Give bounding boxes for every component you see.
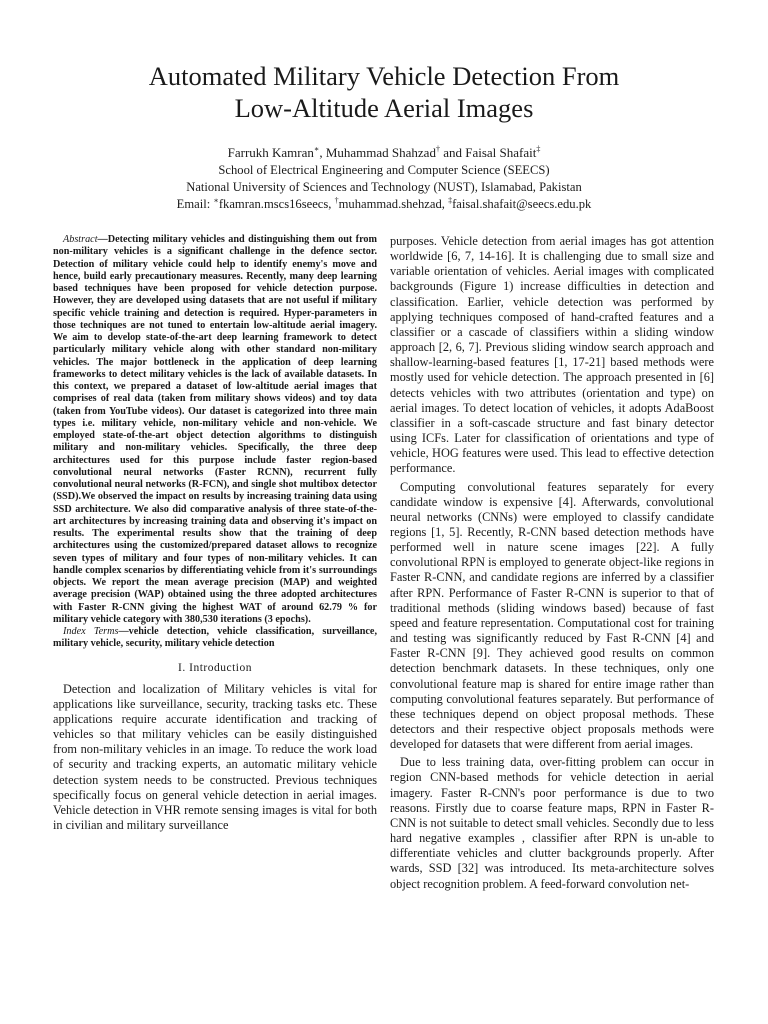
- email-1: fkamran.mscs16seecs,: [218, 197, 335, 211]
- author-2-mark: †: [435, 144, 440, 154]
- author-emails: [60, 196, 708, 213]
- author-1: Farrukh Kamran: [227, 145, 314, 160]
- author-3-mark: ‡: [536, 144, 541, 154]
- email-3: faisal.shafait@seecs.edu.pk: [452, 197, 592, 211]
- body-paragraph: Computing convolutional features separately for every candidate window is expensive [4]. Afterwards, convolutional neural networks (CNNs) were employed to classify candidate regions [1, 5]. Recently, R-CNN based detection methods have performed well in nature scene images [22]. A fully convolutional RPN is employed to generate object-like regions in Faster R-CNN, and candidate regions are inferred by a classifier after RPN. Performance of Faster R-CNN is superior to that of traditional methods (sliding windows based) because of fast speed and feature representation. Computational cost for training and testing was significantly reduced by Fast R-CNN [4] and Faster R-CNN [9]. They achieved good results on common detection benchmark datasets. In these techniques, only one convolutional feature map is shared for entire image rather than computing convolutional features separately. But performance of these techniques depend on object proposal methods. These detectors and their respective object proposals methods were developed for datasets that were different from aerial images.: [390, 479, 714, 752]
- author-separator: ,: [319, 145, 326, 160]
- author-1-mark: ∗: [313, 144, 320, 154]
- left-column: [53, 234, 377, 833]
- author-block: [60, 144, 708, 213]
- index-terms: [53, 626, 377, 651]
- body-paragraph: purposes. Vehicle detection from aerial images has got attention worldwide [6, 7, 14-16]. It is challenging due to small size and variable orientation of vehicles. Aerial images with complicated backgrounds (Figure 1) increase difficulties in detection and classification. Earlier, vehicle detection was performed by applying techniques composed of hand-crafted features and a classifier or a cascade of classifiers within a sliding window approach [2, 6, 7]. Previous sliding window search approach and shallow-learning-based features [1, 17-21] based methods were mostly used for vehicle detection. The approach presented in [6] detects vehicles with two attributes (orientation and type) on aerial images. To detect location of vehicles, it adopts AdaBoost classifier in a soft-cascade structure and fast binary detector using ICFs. Later for classification of orientations and type of vehicle, HOG features were used. This lead to effective detection performance.: [390, 234, 714, 476]
- abstract-label: Abstract: [63, 234, 98, 245]
- index-terms-text: vehicle detection, vehicle classification, surveillance, military vehicle, security, military vehicle detection: [53, 626, 377, 650]
- email-label: Email:: [176, 197, 214, 211]
- body-paragraph: Detection and localization of Military vehicles is vital for applications like surveillance, security, tracking tasks etc. These applications require accurate identification and tracking of vehicles so that military vehicles can be easily distinguished from non-military vehicles in an image. To reduce the work load of security and tracking experts, an automatic military vehicle detection system needs to be constructed. Previous techniques specifically focus on general vehicle detection in aerial images. Vehicle detection in VHR remote sensing images is vital for both in civilian and military surveillance: [53, 681, 377, 833]
- section-heading-introduction: I. Introduction: [178, 661, 252, 674]
- index-terms-label: Index Terms: [63, 626, 119, 637]
- author-names: [60, 144, 708, 161]
- abstract-text: Detecting military vehicles and distinguishing them out from non-military vehicles is a significant challenge in the defence sector. Detection of military vehicle could help to identify enemy's move and hence, build early precautionary measures. Recently, many deep learning based techniques have been proposed for vehicle detection purpose. However, they are developed using datasets that are not useful if military specific vehicle training and detection is required. Hyper-parameters in those techniques are not tuned to entertain low-altitude aerial imagery. We aim to develop state-of-the-art deep learning framework to detect particularly military vehicle along with other standard non-military vehicles. The major bottleneck in the application of deep learning frameworks to detect military vehicles is the lack of available datasets. In this context, we prepared a dataset of low-altitude aerial images that comprises of real data (taken from military shows videos) and toy data (taken from YouTube videos). Our dataset is categorized into three main types i.e. military vehicle, non-military vehicle and non-vehicle. We employed state-of-the-art object detection algorithms to distinguish military and non-military vehicles. Specifically, the three deep architectures used for this purpose include faster region-based convolutional neural networks (Faster RCNN), recurrent fully convolutional neural networks (R-FCN), and single shot multibox detector (SSD).We observed the impact on results by increasing training data using SSD architecture. We also did comparative analysis of three state-of-the-art architectures by increasing training data and observing it's impact on results. The experimental results show that the training of deep architectures using the customized/prepared dataset allows to recognize seven types of military and four types of non-military vehicles. It can handle complex scenarios by differentiating vehicle from it's surroundings objects. We report the mean average precision (MAP) and weighted average precision (WAP) obtained using the three adopted architectures with Faster R-CNN giving the highest WAT of around 62.79 % for military vehicle category with 380,530 iterations (3 epochs).: [53, 234, 377, 625]
- author-3: Faisal Shafait: [465, 145, 537, 160]
- affiliation-school: School of Electrical Engineering and Computer Science (SEECS): [218, 163, 550, 177]
- email-2: muhammad.shehzad,: [338, 197, 449, 211]
- affiliation-university: National University of Sciences and Technology (NUST), Islamabad, Pakistan: [186, 180, 582, 194]
- author-separator: and: [439, 145, 466, 160]
- right-column: [390, 234, 714, 892]
- author-2: Muhammad Shahzad: [325, 145, 436, 160]
- abstract-dash: —: [97, 234, 108, 245]
- abstract: [53, 234, 377, 626]
- email-mark-1: ∗: [213, 195, 219, 205]
- email-mark-2: †: [334, 195, 339, 205]
- title-line-2: Low-Altitude Aerial Images: [234, 93, 534, 123]
- paper-title: [60, 60, 708, 124]
- body-paragraph: Due to less training data, over-fitting problem can occur in region CNN-based methods for vehicle detection in aerial imagery. Faster R-CNN's poor performance is due to two reasons. Firstly due to coarse feature maps, RPN in Faster R-CNN is not suitable to detect small vehicles. Secondly due to less hard negative examples , classifier after RPN is un-able to differentiate vehicles and clutter backgrounds properly. After wards, SSD [32] was introduced. Its meta-architecture solves object recognition problem. A feed-forward convolution net-: [390, 755, 714, 891]
- index-terms-dash: —: [118, 626, 129, 637]
- email-mark-3: ‡: [448, 195, 453, 205]
- title-line-1: Automated Military Vehicle Detection From: [148, 61, 620, 91]
